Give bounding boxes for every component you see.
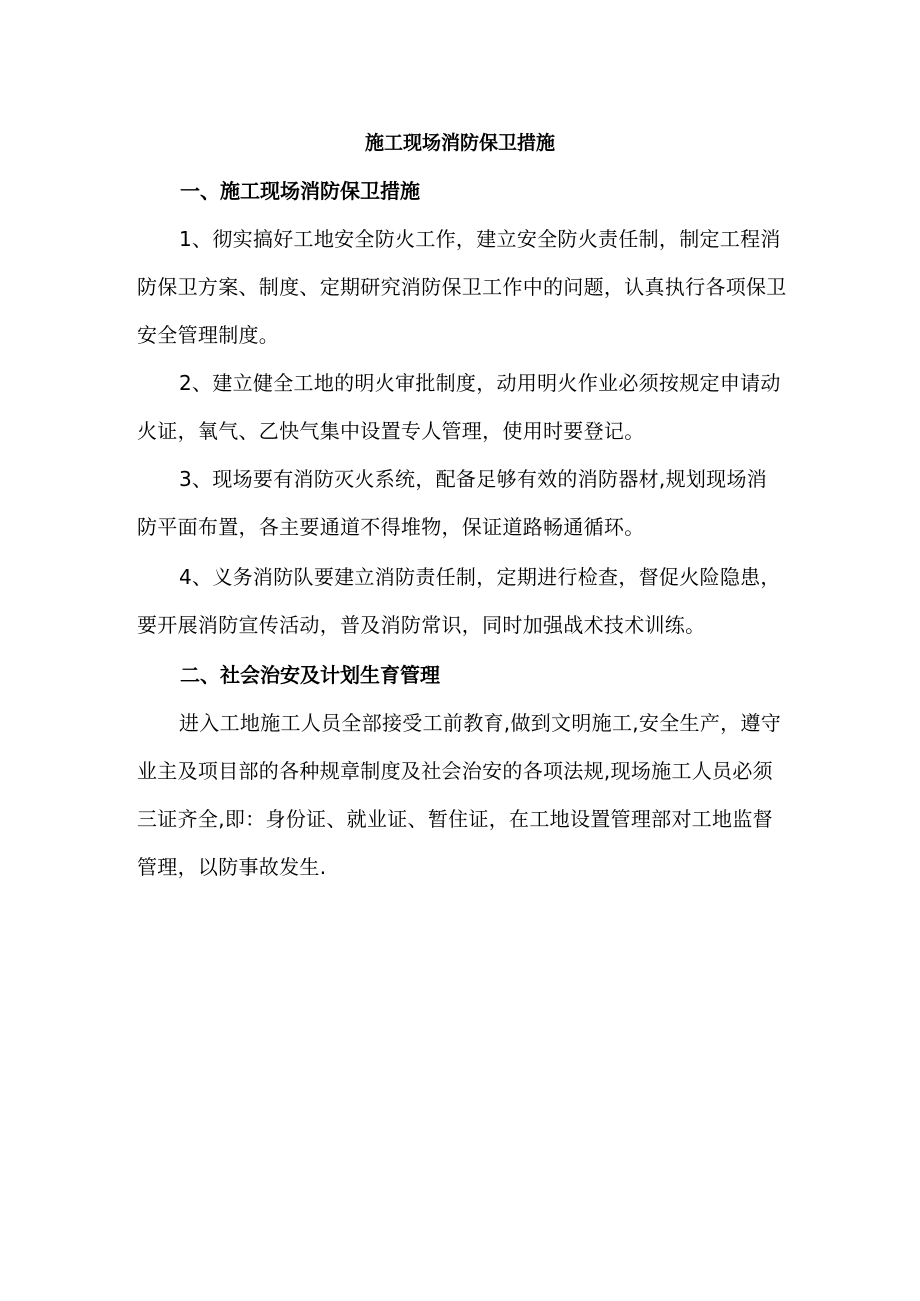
- section-heading-public-security: 二、社会治安及计划生育管理: [180, 663, 440, 687]
- paragraph-fire-safety-4: 4、义务消防队要建立消防责任制，定期进行检查，督促火险隐患，要开展消防宣传活动，普及消防常识，同时加强战术技术训练。: [137, 565, 781, 637]
- paragraph-fire-safety-2: 2、建立健全工地的明火审批制度，动用明火作业必须按规定申请动火证，氧气、乙快气集中设置专人管理，使用时要登记。: [137, 371, 781, 443]
- section-heading-fire-safety: 一、施工现场消防保卫措施: [180, 179, 420, 203]
- paragraph-public-security: 进入工地施工人员全部接受工前教育,做到文明施工,安全生产，遵守业主及项目部的各种规章制度及社会治安的各项法规,现场施工人员必须三证齐全,即：身份证、就业证、暂住证，在工地设置管理部对工地监督管理，以防事故发生.: [137, 711, 782, 879]
- paragraph-fire-safety-3: 3、现场要有消防灭火系统，配备足够有效的消防器材,规划现场消防平面布置，各主要通道不得堆物，保证道路畅通循环。: [137, 467, 768, 539]
- document-title: 施工现场消防保卫措施: [364, 132, 555, 154]
- paragraph-fire-safety-1: 1、彻实搞好工地安全防火工作，建立安全防火责任制，制定工程消防保卫方案、制度、定期研究消防保卫工作中的问题，认真执行各项保卫安全管理制度。: [137, 227, 787, 347]
